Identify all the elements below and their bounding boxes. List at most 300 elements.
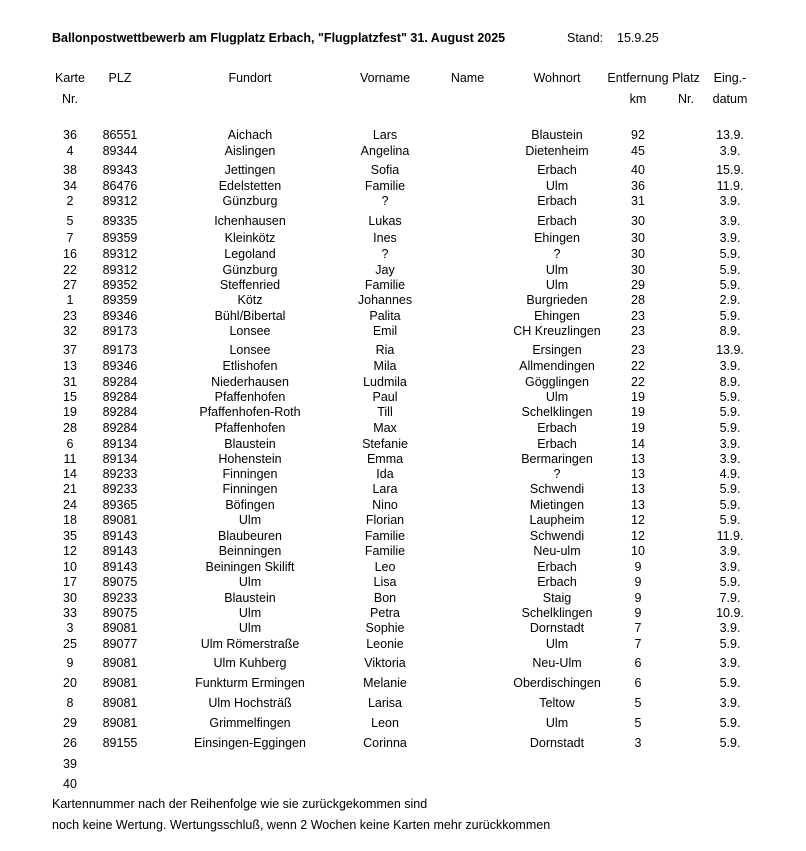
cell-entfernung: 9 — [634, 591, 642, 605]
cell-plz: 89173 — [102, 324, 138, 338]
cell-plz: 89284 — [102, 421, 138, 435]
cell-entfernung: 14 — [631, 437, 645, 451]
table-row — [0, 605, 806, 621]
cell-vorname: Paul — [372, 390, 398, 404]
cell-wohnort: Allmendingen — [519, 359, 595, 373]
cell-entfernung: 28 — [631, 293, 645, 307]
cell-fundort: Böfingen — [225, 498, 275, 512]
cell-karte: 40 — [63, 777, 77, 791]
cell-wohnort: Ulm — [545, 278, 569, 292]
cell-wohnort: Bermaringen — [521, 452, 593, 466]
cell-vorname: Familie — [364, 529, 406, 543]
cell-wohnort: Erbach — [537, 214, 577, 228]
table-row — [0, 143, 806, 159]
cell-wohnort: Schelklingen — [521, 606, 593, 620]
cell-entfernung: 13 — [631, 452, 645, 466]
cell-entfernung: 30 — [631, 214, 645, 228]
cell-vorname: Familie — [364, 179, 406, 193]
cell-karte: 14 — [63, 467, 77, 481]
table-row — [0, 528, 806, 544]
cell-entfernung: 19 — [631, 390, 645, 404]
cell-plz: 89081 — [102, 696, 138, 710]
cell-eing-datum: 5.9. — [719, 309, 741, 323]
table-row — [0, 655, 806, 671]
cell-karte: 16 — [63, 247, 77, 261]
cell-wohnort: ? — [553, 467, 561, 481]
cell-fundort: Finningen — [222, 467, 278, 481]
cell-wohnort: ? — [553, 247, 561, 261]
cell-entfernung: 45 — [631, 144, 645, 158]
cell-plz: 89075 — [102, 575, 138, 589]
cell-karte: 33 — [63, 606, 77, 620]
cell-eing-datum: 15.9. — [716, 163, 744, 177]
cell-eing-datum: 5.9. — [719, 247, 741, 261]
cell-wohnort: Ehingen — [534, 231, 580, 245]
cell-wohnort: Dornstadt — [529, 621, 585, 635]
cell-fundort: Ulm — [238, 606, 262, 620]
table-row — [0, 620, 806, 636]
cell-wohnort: Erbach — [537, 421, 577, 435]
cell-entfernung: 22 — [631, 359, 645, 373]
table-row — [0, 342, 806, 358]
cell-eing-datum: 5.9. — [719, 498, 741, 512]
cell-plz: 89359 — [102, 231, 138, 245]
cell-plz: 89233 — [102, 482, 138, 496]
cell-fundort: Kötz — [237, 293, 263, 307]
column-header-fundort: Fundort — [228, 71, 272, 85]
cell-eing-datum: 3.9. — [719, 359, 741, 373]
cell-eing-datum: 3.9. — [719, 214, 741, 228]
cell-vorname: Lara — [372, 482, 398, 496]
cell-fundort: Grimmelfingen — [209, 716, 291, 730]
cell-vorname: Ines — [373, 231, 397, 245]
cell-karte: 11 — [63, 452, 77, 466]
cell-wohnort: Schwendi — [529, 482, 585, 496]
cell-wohnort: Teltow — [539, 696, 575, 710]
cell-plz: 89143 — [102, 544, 138, 558]
cell-plz: 89365 — [102, 498, 138, 512]
cell-vorname: Leonie — [366, 637, 404, 651]
cell-plz: 89081 — [102, 513, 138, 527]
cell-fundort: Pfaffenhofen — [214, 421, 286, 435]
cell-eing-datum: 5.9. — [719, 676, 741, 690]
cell-fundort: Funkturm Ermingen — [195, 676, 305, 690]
cell-wohnort: Erbach — [537, 437, 577, 451]
table-row — [0, 358, 806, 374]
cell-wohnort: Blaustein — [531, 128, 583, 142]
cell-plz: 89312 — [102, 247, 138, 261]
cell-eing-datum: 5.9. — [719, 263, 741, 277]
cell-wohnort: Dornstadt — [529, 736, 585, 750]
cell-fundort: Beinningen — [218, 544, 282, 558]
cell-eing-datum: 3.9. — [719, 452, 741, 466]
cell-vorname: Florian — [365, 513, 405, 527]
cell-fundort: Ulm Römerstraße — [200, 637, 300, 651]
cell-entfernung: 3 — [634, 736, 642, 750]
cell-entfernung: 22 — [631, 375, 645, 389]
cell-vorname: Familie — [364, 544, 406, 558]
cell-eing-datum: 7.9. — [719, 591, 741, 605]
cell-vorname: Familie — [364, 278, 406, 292]
cell-eing-datum: 4.9. — [719, 467, 741, 481]
cell-vorname: Sophie — [365, 621, 405, 635]
cell-entfernung: 36 — [631, 179, 645, 193]
cell-plz: 89335 — [102, 214, 138, 228]
cell-karte: 27 — [63, 278, 77, 292]
cell-plz: 89346 — [102, 359, 138, 373]
cell-vorname: Leon — [371, 716, 399, 730]
cell-wohnort: Ulm — [545, 716, 569, 730]
cell-entfernung: 10 — [631, 544, 645, 558]
cell-karte: 4 — [66, 144, 74, 158]
cell-entfernung: 19 — [631, 421, 645, 435]
table-row — [0, 512, 806, 528]
cell-eing-datum: 10.9. — [716, 606, 744, 620]
cell-fundort: Blaustein — [224, 591, 276, 605]
table-row — [0, 308, 806, 324]
table-row — [0, 695, 806, 711]
table-row — [0, 246, 806, 262]
cell-eing-datum: 5.9. — [719, 421, 741, 435]
cell-wohnort: Neu-Ulm — [532, 656, 582, 670]
cell-plz: 89312 — [102, 263, 138, 277]
cell-fundort: Günzburg — [222, 263, 278, 277]
cell-entfernung: 5 — [634, 716, 642, 730]
cell-fundort: Einsingen-Eggingen — [194, 736, 306, 750]
cell-entfernung: 13 — [631, 498, 645, 512]
cell-plz: 89284 — [102, 390, 138, 404]
table-row — [0, 162, 806, 178]
cell-vorname: Jay — [375, 263, 395, 277]
cell-vorname: Petra — [370, 606, 400, 620]
cell-plz: 86476 — [102, 179, 138, 193]
cell-vorname: Sofia — [370, 163, 400, 177]
cell-eing-datum: 5.9. — [719, 736, 741, 750]
cell-eing-datum: 5.9. — [719, 278, 741, 292]
cell-vorname: Viktoria — [364, 656, 406, 670]
cell-plz: 89312 — [102, 194, 138, 208]
cell-wohnort: Ulm — [545, 637, 569, 651]
cell-entfernung: 6 — [634, 656, 642, 670]
cell-fundort: Blaustein — [224, 437, 276, 451]
cell-fundort: Niederhausen — [211, 375, 289, 389]
cell-entfernung: 7 — [634, 637, 642, 651]
cell-karte: 26 — [63, 736, 77, 750]
cell-vorname: Johannes — [357, 293, 413, 307]
cell-wohnort: Erbach — [537, 163, 577, 177]
cell-entfernung: 30 — [631, 247, 645, 261]
cell-wohnort: Laupheim — [529, 513, 585, 527]
table-row — [0, 262, 806, 278]
cell-eing-datum: 11.9. — [716, 529, 744, 543]
cell-karte: 39 — [63, 757, 77, 771]
cell-fundort: Bühl/Bibertal — [214, 309, 286, 323]
cell-fundort: Kleinkötz — [224, 231, 276, 245]
cell-entfernung: 31 — [631, 194, 645, 208]
cell-fundort: Edelstetten — [218, 179, 282, 193]
table-row — [0, 466, 806, 482]
cell-fundort: Steffenried — [219, 278, 281, 292]
cell-fundort: Etlishofen — [222, 359, 278, 373]
cell-plz: 89284 — [102, 375, 138, 389]
table-row — [0, 590, 806, 606]
cell-plz: 89081 — [102, 656, 138, 670]
cell-wohnort: Erbach — [537, 194, 577, 208]
cell-vorname: Bon — [373, 591, 397, 605]
cell-wohnort: Ulm — [545, 179, 569, 193]
table-row — [0, 756, 806, 772]
cell-vorname: Angelina — [360, 144, 410, 158]
cell-karte: 13 — [63, 359, 77, 373]
cell-eing-datum: 5.9. — [719, 637, 741, 651]
cell-wohnort: Ulm — [545, 263, 569, 277]
note-line-2: noch keine Wertung. Wertungsschluß, wenn 2 Wochen keine Karten mehr zurückkommen — [52, 818, 551, 832]
table-row — [0, 715, 806, 731]
cell-entfernung: 19 — [631, 405, 645, 419]
cell-fundort: Ulm — [238, 621, 262, 635]
cell-karte: 24 — [63, 498, 77, 512]
cell-karte: 30 — [63, 591, 77, 605]
table-row — [0, 404, 806, 420]
stand-label: Stand: — [567, 31, 604, 45]
cell-eing-datum: 5.9. — [719, 575, 741, 589]
cell-wohnort: Neu-ulm — [533, 544, 581, 558]
cell-plz: 89081 — [102, 621, 138, 635]
cell-wohnort: Burgrieden — [526, 293, 588, 307]
cell-fundort: Günzburg — [222, 194, 278, 208]
cell-fundort: Pfaffenhofen — [214, 390, 286, 404]
table-row — [0, 323, 806, 339]
cell-fundort: Ichenhausen — [214, 214, 286, 228]
cell-wohnort: Erbach — [537, 560, 577, 574]
cell-eing-datum: 3.9. — [719, 621, 741, 635]
cell-eing-datum: 11.9. — [716, 179, 744, 193]
cell-plz: 86551 — [102, 128, 138, 142]
cell-eing-datum: 8.9. — [719, 324, 741, 338]
cell-karte: 8 — [66, 696, 74, 710]
cell-eing-datum: 2.9. — [719, 293, 741, 307]
cell-wohnort: Schelklingen — [521, 405, 593, 419]
cell-vorname: Lisa — [373, 575, 397, 589]
cell-fundort: Aislingen — [224, 144, 276, 158]
cell-wohnort: Mietingen — [529, 498, 585, 512]
cell-karte: 12 — [63, 544, 77, 558]
cell-plz: 89143 — [102, 529, 138, 543]
table-row — [0, 559, 806, 575]
cell-wohnort: Erbach — [537, 575, 577, 589]
cell-karte: 36 — [63, 128, 77, 142]
cell-vorname: Melanie — [363, 676, 407, 690]
cell-fundort: Legoland — [224, 247, 276, 261]
table-row — [0, 481, 806, 497]
cell-karte: 9 — [66, 656, 74, 670]
cell-wohnort: Schwendi — [529, 529, 585, 543]
cell-fundort: Aichach — [227, 128, 273, 142]
table-row — [0, 574, 806, 590]
table-row — [0, 178, 806, 194]
note-line-1: Kartennummer nach der Reihenfolge wie sie zurückgekommen sind — [52, 797, 428, 811]
cell-entfernung: 13 — [631, 467, 645, 481]
cell-eing-datum: 5.9. — [719, 405, 741, 419]
cell-wohnort: Ulm — [545, 390, 569, 404]
cell-eing-datum: 3.9. — [719, 194, 741, 208]
cell-eing-datum: 3.9. — [719, 696, 741, 710]
table-row — [0, 292, 806, 308]
cell-karte: 32 — [63, 324, 77, 338]
cell-eing-datum: 13.9. — [716, 128, 744, 142]
stand-date: 15.9.25 — [617, 31, 659, 45]
cell-eing-datum: 5.9. — [719, 513, 741, 527]
cell-plz: 89344 — [102, 144, 138, 158]
cell-fundort: Finningen — [222, 482, 278, 496]
cell-fundort: Blaubeuren — [218, 529, 282, 543]
table-row — [0, 277, 806, 293]
table-row — [0, 193, 806, 209]
cell-eing-datum: 8.9. — [719, 375, 741, 389]
cell-eing-datum: 13.9. — [716, 343, 744, 357]
table-row — [0, 420, 806, 436]
column-header-vorname: Vorname — [359, 71, 411, 85]
cell-plz: 89077 — [102, 637, 138, 651]
table-row — [0, 374, 806, 390]
table-row — [0, 127, 806, 143]
cell-fundort: Pfaffenhofen-Roth — [199, 405, 301, 419]
cell-fundort: Lonsee — [229, 343, 271, 357]
cell-wohnort: Ersingen — [532, 343, 582, 357]
page-title: Ballonpostwettbewerb am Flugplatz Erbach, "Flugplatzfest" 31. August 2025 — [52, 31, 506, 45]
cell-eing-datum: 3.9. — [719, 144, 741, 158]
column-header-karte-line2: Nr. — [62, 92, 78, 106]
cell-fundort: Ulm — [238, 575, 262, 589]
cell-vorname: Lars — [372, 128, 398, 142]
cell-fundort: Jettingen — [224, 163, 276, 177]
table-row — [0, 451, 806, 467]
table-row — [0, 436, 806, 452]
cell-plz: 89173 — [102, 343, 138, 357]
cell-karte: 22 — [63, 263, 77, 277]
cell-entfernung: 5 — [634, 696, 642, 710]
cell-karte: 28 — [63, 421, 77, 435]
cell-eing-datum: 3.9. — [719, 231, 741, 245]
cell-karte: 23 — [63, 309, 77, 323]
table-row — [0, 776, 806, 792]
cell-entfernung: 9 — [634, 606, 642, 620]
column-header-entfernung-line1: Entfernung — [607, 71, 669, 85]
cell-karte: 34 — [63, 179, 77, 193]
cell-entfernung: 23 — [631, 324, 645, 338]
cell-plz: 89081 — [102, 716, 138, 730]
table-row — [0, 636, 806, 652]
cell-entfernung: 6 — [634, 676, 642, 690]
cell-vorname: Emma — [366, 452, 404, 466]
cell-karte: 21 — [63, 482, 77, 496]
cell-vorname: Palita — [369, 309, 401, 323]
cell-wohnort: Staig — [542, 591, 572, 605]
cell-eing-datum: 5.9. — [719, 390, 741, 404]
cell-entfernung: 92 — [631, 128, 645, 142]
cell-vorname: Stefanie — [362, 437, 408, 451]
cell-karte: 37 — [63, 343, 77, 357]
table-row — [0, 675, 806, 691]
cell-fundort: Ulm Hochsträß — [208, 696, 292, 710]
cell-vorname: Leo — [374, 560, 396, 574]
cell-wohnort: CH Kreuzlingen — [513, 324, 601, 338]
cell-karte: 19 — [63, 405, 77, 419]
cell-vorname: Larisa — [367, 696, 403, 710]
cell-karte: 7 — [66, 231, 74, 245]
cell-karte: 6 — [66, 437, 74, 451]
cell-eing-datum: 5.9. — [719, 716, 741, 730]
cell-plz: 89081 — [102, 676, 138, 690]
cell-wohnort: Ehingen — [534, 309, 580, 323]
cell-karte: 3 — [66, 621, 74, 635]
table-row — [0, 735, 806, 751]
cell-fundort: Beiningen Skilift — [205, 560, 295, 574]
cell-karte: 29 — [63, 716, 77, 730]
cell-karte: 25 — [63, 637, 77, 651]
column-header-platz-line2: Nr. — [678, 92, 694, 106]
cell-entfernung: 30 — [631, 263, 645, 277]
cell-plz: 89075 — [102, 606, 138, 620]
cell-eing-datum: 5.9. — [719, 482, 741, 496]
cell-plz: 89343 — [102, 163, 138, 177]
cell-plz: 89155 — [102, 736, 138, 750]
cell-karte: 2 — [66, 194, 74, 208]
cell-fundort: Ulm Kuhberg — [213, 656, 287, 670]
cell-vorname: Mila — [373, 359, 397, 373]
cell-vorname: Corinna — [363, 736, 407, 750]
column-header-platz-line1: Platz — [672, 71, 700, 85]
cell-karte: 1 — [66, 293, 74, 307]
cell-entfernung: 9 — [634, 560, 642, 574]
table-row — [0, 543, 806, 559]
cell-plz: 89233 — [102, 467, 138, 481]
cell-entfernung: 40 — [631, 163, 645, 177]
cell-entfernung: 12 — [631, 529, 645, 543]
cell-vorname: Nino — [372, 498, 398, 512]
cell-vorname: Emil — [372, 324, 398, 338]
cell-eing-datum: 3.9. — [719, 544, 741, 558]
cell-karte: 10 — [63, 560, 77, 574]
cell-plz: 89346 — [102, 309, 138, 323]
cell-karte: 18 — [63, 513, 77, 527]
cell-fundort: Hohenstein — [218, 452, 282, 466]
table-row — [0, 230, 806, 246]
cell-plz: 89284 — [102, 405, 138, 419]
cell-plz: 89143 — [102, 560, 138, 574]
column-header-entfernung-line2: km — [629, 92, 647, 106]
column-header-wohnort: Wohnort — [533, 71, 581, 85]
cell-plz: 89134 — [102, 452, 138, 466]
cell-eing-datum: 3.9. — [719, 656, 741, 670]
column-header-plz: PLZ — [108, 71, 132, 85]
cell-plz: 89134 — [102, 437, 138, 451]
cell-karte: 15 — [63, 390, 77, 404]
cell-entfernung: 9 — [634, 575, 642, 589]
cell-wohnort: Gögglingen — [525, 375, 589, 389]
cell-entfernung: 13 — [631, 482, 645, 496]
cell-karte: 5 — [66, 214, 74, 228]
cell-fundort: Ulm — [238, 513, 262, 527]
cell-eing-datum: 3.9. — [719, 437, 741, 451]
cell-entfernung: 12 — [631, 513, 645, 527]
cell-vorname: Till — [377, 405, 393, 419]
cell-vorname: Ludmila — [363, 375, 407, 389]
cell-entfernung: 30 — [631, 231, 645, 245]
table-row — [0, 389, 806, 405]
cell-vorname: ? — [381, 247, 389, 261]
cell-entfernung: 23 — [631, 309, 645, 323]
